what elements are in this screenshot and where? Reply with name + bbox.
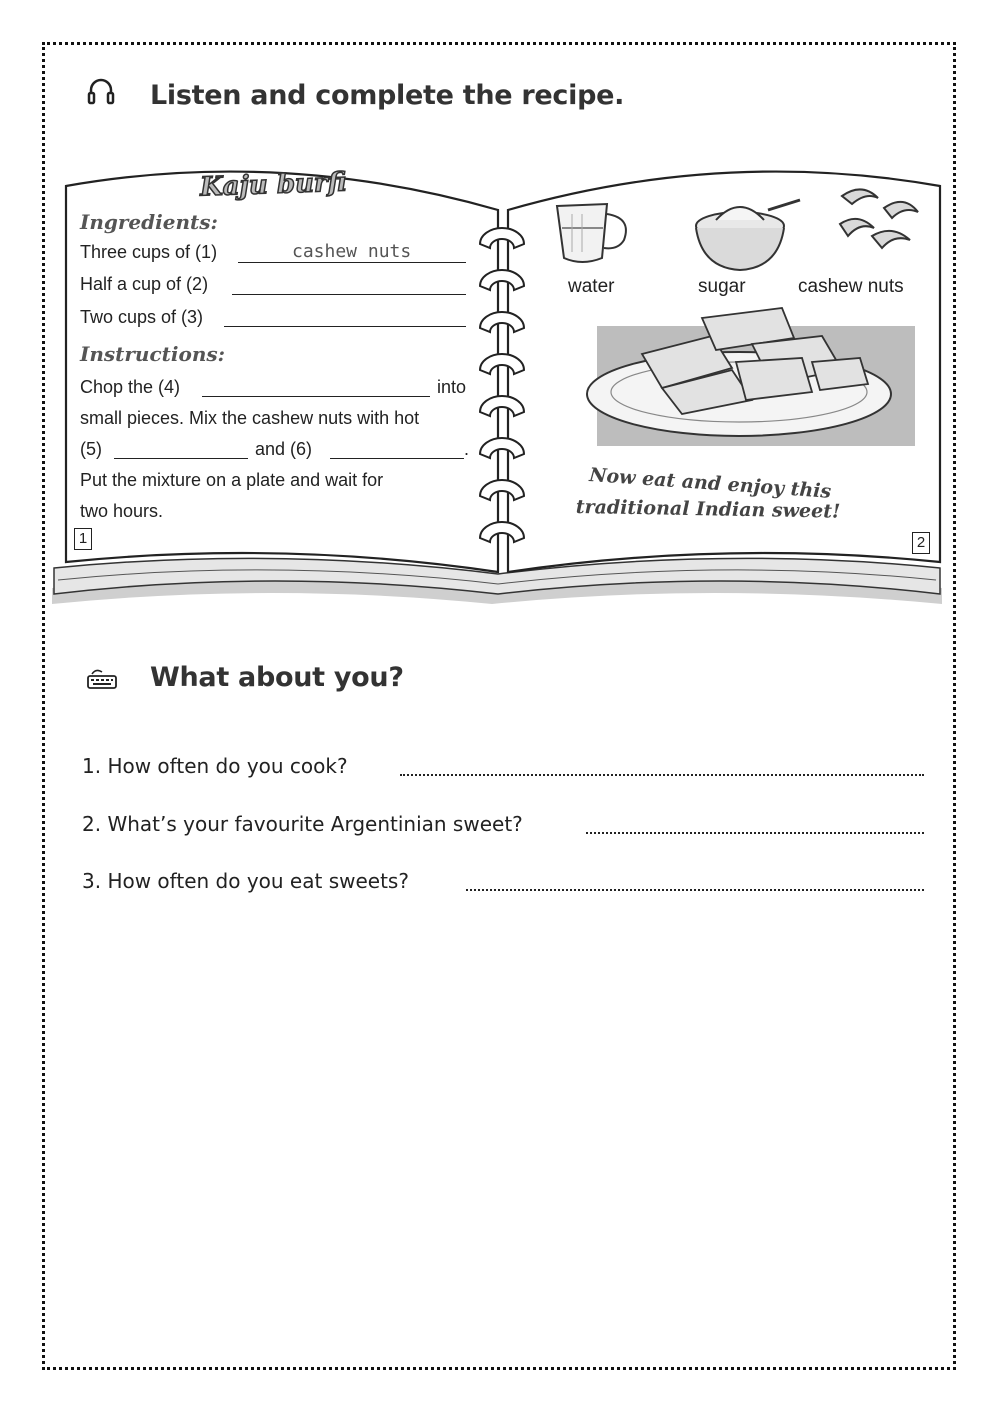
question-1: 1. How often do you cook? <box>82 754 348 778</box>
section-title-listen: Listen and complete the recipe. <box>150 80 625 111</box>
instruction-line-3c: . <box>464 439 470 459</box>
ingredient-1-blank[interactable] <box>238 262 466 263</box>
instruction-line-4: Put the mixture on a plate and wait for <box>80 470 384 490</box>
question-2: 2. What’s your favourite Argentinian sweet? <box>82 812 523 836</box>
instructions-heading: Instructions: <box>80 342 226 366</box>
ingredient-2-blank[interactable] <box>232 294 466 295</box>
recipe-title: Kaju burfi <box>199 167 347 203</box>
answer-line-2[interactable] <box>586 832 924 834</box>
instruction-line-3b: and (6) <box>255 439 313 459</box>
ingredient-3-blank[interactable] <box>224 326 466 327</box>
answer-line-3[interactable] <box>466 889 924 891</box>
picture-label-cashew-nuts: cashew nuts <box>798 276 904 297</box>
instruction-line-2: small pieces. Mix the cashew nuts with hot <box>80 408 420 428</box>
instruction-line-1b: into <box>437 377 467 397</box>
slogan-line-1: Now eat and enjoy this <box>588 464 832 503</box>
ingredient-2-text: Half a cup of (2) <box>80 274 209 294</box>
page-number-right: 2 <box>912 532 930 554</box>
ingredient-1-text: Three cups of (1) <box>80 242 218 262</box>
instruction-6-blank[interactable] <box>330 458 464 459</box>
answer-line-1[interactable] <box>400 774 924 776</box>
instruction-line-5: two hours. <box>80 501 164 521</box>
ingredients-heading: Ingredients: <box>80 210 218 234</box>
instruction-line-3a: (5) <box>80 439 102 459</box>
question-3: 3. How often do you eat sweets? <box>82 869 409 893</box>
page-number-left: 1 <box>74 528 92 550</box>
instruction-line-1a: Chop the (4) <box>80 377 181 397</box>
ingredient-3-text: Two cups of (3) <box>80 307 204 327</box>
ingredient-1-answer: cashew nuts <box>292 241 412 262</box>
recipe-book <box>52 148 952 618</box>
keyboard-icon <box>86 668 118 690</box>
instruction-5-blank[interactable] <box>114 458 248 459</box>
slogan-line-2: traditional Indian sweet! <box>575 496 841 523</box>
burfi-plate-image <box>587 308 915 446</box>
section-title-what-about-you: What about you? <box>150 662 404 693</box>
picture-label-water: water <box>568 276 615 297</box>
headphones-icon <box>86 76 116 106</box>
instruction-4-blank[interactable] <box>202 396 430 397</box>
picture-label-sugar: sugar <box>698 276 746 297</box>
